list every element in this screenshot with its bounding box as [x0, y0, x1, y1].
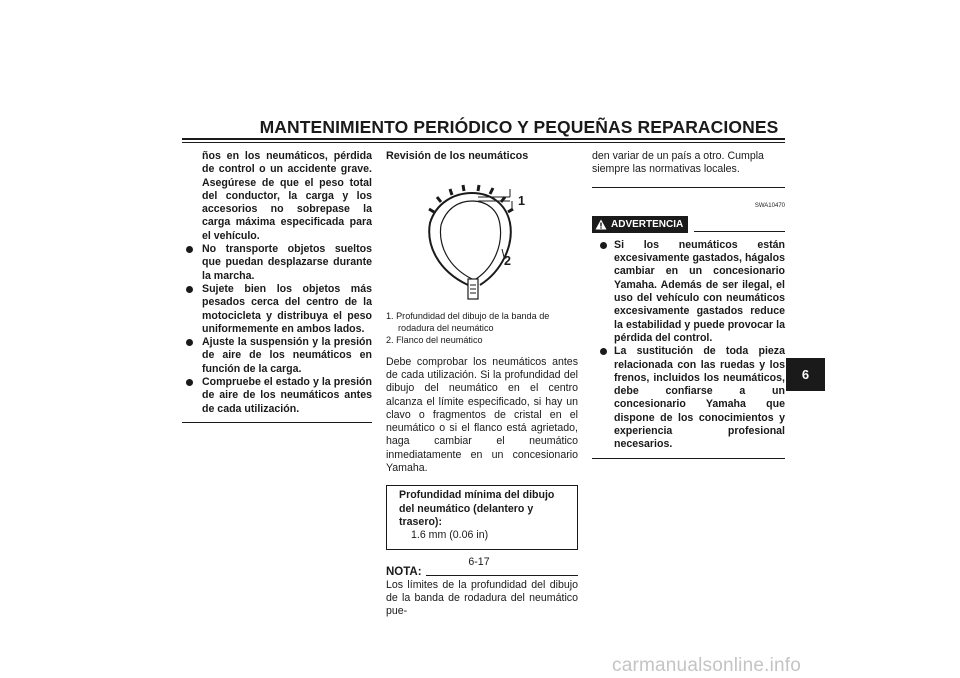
figure-caption	[386, 311, 578, 346]
note-end-rule	[592, 187, 785, 188]
bullet-dot-icon	[600, 348, 607, 355]
note-rule	[426, 575, 578, 576]
spec-value: 1.6 mm (0.06 in)	[411, 529, 489, 542]
note-text: Los límites de la profundidad del dibujo de la banda de rodadura del neumático pue-	[386, 578, 578, 618]
warning-bullet-item: Si los neumáticos están excesivamente gastados, hágalos cambiar en un concesionario Yamaha. Además de ser ilegal, el uso del vehículo con neumáticos excesivamente gastados reduce la estabilidad y puede provocar la pérdida del control.	[592, 239, 785, 345]
warning-bullet-item: La sustitución de toda pieza relacionada con las ruedas y los frenos, incluidos los neumáticos, debe confiarse a un concesionario Yamaha que dispone de los conocimientos y experiencia profesional necesarios.	[592, 345, 785, 451]
bullet-item: No transporte objetos sueltos que puedan desplazarse durante la marcha.	[182, 243, 372, 283]
warning-heading	[592, 216, 785, 233]
figure-label-2: 2	[504, 254, 511, 269]
warning-continuation-text: ños en los neumáticos, pérdida de control o un accidente grave. Asegúrese de que el peso total del conductor, la carga y los accesorios no sobrepase la carga máxima especificada para el vehículo.	[202, 150, 372, 242]
bullet-dot-icon	[186, 379, 193, 386]
bullet-item: Sujete bien los objetos más pesados cerca del centro de la motocicleta y distribuya el peso uniformemente en ambos lados.	[182, 283, 372, 336]
note-text-continued: den variar de un país a otro. Cumpla siempre las normativas locales.	[592, 150, 764, 176]
load-bullet-list	[182, 243, 372, 416]
section-title: Revisión de los neumáticos	[386, 150, 529, 162]
note-label: NOTA:	[386, 565, 422, 578]
header-rule-thick	[182, 138, 785, 140]
tire-figure	[386, 167, 578, 305]
body-paragraph: Debe comprobar los neumáticos antes de cada utilización. Si la profundidad del dibujo del neumático en el centro alcanza el límite especificado, si hay un clavo o fragmentos de cristal en el neumático o si el flanco está agrietado, haga cambiar el neumático inmediatamente en un concesionario Yamaha.	[386, 355, 578, 475]
warning-end-rule	[592, 458, 785, 459]
warning-code: SWA10470	[754, 202, 785, 209]
warning-label: ADVERTENCIA	[611, 218, 684, 230]
tire-cross-section-icon	[386, 167, 578, 305]
bullet-dot-icon	[186, 339, 193, 346]
spec-title: Profundidad mínima del dibujo del neumático (delantero y trasero):	[399, 489, 555, 528]
watermark-text: carmanualsonline.info	[612, 655, 802, 676]
figure-label-1: 1	[518, 194, 525, 209]
column-right	[592, 150, 785, 459]
chapter-tab: 6	[786, 358, 825, 391]
column-left	[182, 150, 372, 423]
page-number: 6-17	[468, 556, 490, 568]
warning-badge	[592, 216, 688, 233]
bullet-dot-icon	[600, 242, 607, 249]
warning-end-rule	[182, 422, 372, 423]
bullet-dot-icon	[186, 286, 193, 293]
spec-box	[386, 485, 578, 549]
bullet-dot-icon	[186, 246, 193, 253]
warning-rule	[694, 231, 785, 232]
page-header-title: MANTENIMIENTO PERIÓDICO Y PEQUEÑAS REPARACIONES	[259, 117, 779, 137]
bullet-item: Compruebe el estado y la presión de aire de los neumáticos antes de cada utilización.	[182, 376, 372, 416]
header-rule-thin	[182, 142, 785, 143]
caption-item: 2. Flanco del neumático	[386, 334, 483, 345]
caption-item: 1. Profundidad del dibujo de la banda de rodadura del neumático	[386, 311, 550, 334]
warning-bullet-list	[592, 239, 785, 452]
bullet-item: Ajuste la suspensión y la presión de aire de los neumáticos en función de la carga.	[182, 336, 372, 376]
warning-triangle-icon	[595, 219, 607, 230]
column-middle	[386, 150, 578, 619]
